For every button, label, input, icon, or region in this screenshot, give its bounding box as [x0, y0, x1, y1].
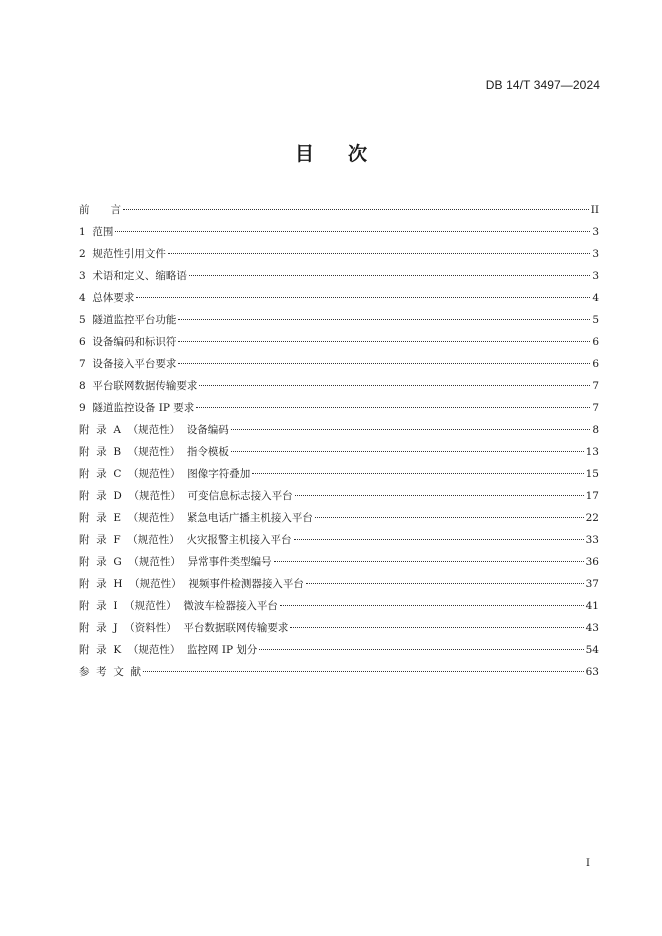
toc-entry-page: 3 — [592, 226, 599, 238]
dot-leader — [189, 275, 590, 276]
dot-leader — [252, 473, 583, 474]
dot-leader — [295, 495, 584, 496]
toc-list — [79, 199, 599, 683]
toc-entry-page: 8 — [592, 424, 599, 436]
toc-entry-page: 7 — [592, 402, 599, 414]
toc-title — [0, 139, 662, 166]
dot-leader — [199, 385, 590, 386]
toc-entry-label: 1 范围 — [79, 226, 114, 238]
toc-entry-label: 附 录 F （规范性） 火灾报警主机接入平台 — [79, 534, 292, 546]
toc-entry-label: 附 录 B （规范性） 指令模板 — [79, 446, 229, 458]
toc-entry-page: 43 — [585, 622, 599, 634]
toc-title-left: 目 — [294, 143, 314, 165]
toc-entry-label: 附 录 G （规范性） 异常事件类型编号 — [79, 556, 272, 568]
dot-leader — [274, 561, 584, 562]
toc-entry-page: 3 — [592, 270, 599, 282]
toc-entry-page: 33 — [585, 534, 599, 546]
toc-entry-label: 6 设备编码和标识符 — [79, 336, 177, 348]
toc-entry-appendix-f[interactable] — [79, 529, 599, 551]
dot-leader — [294, 539, 584, 540]
dot-leader — [178, 319, 590, 320]
document-code: DB 14/T 3497—2024 — [485, 78, 600, 92]
dot-leader — [231, 451, 584, 452]
toc-entry-page: 36 — [585, 556, 599, 568]
toc-entry-page: 3 — [592, 248, 599, 260]
toc-entry-page: 63 — [585, 666, 599, 678]
toc-entry-page: II — [590, 204, 599, 216]
toc-entry-appendix-j[interactable] — [79, 617, 599, 639]
toc-entry-label: 参 考 文 献 — [79, 666, 142, 678]
dot-leader — [231, 429, 591, 430]
toc-entry-page: 22 — [585, 512, 599, 524]
toc-entry-label: 附 录 A （规范性） 设备编码 — [79, 424, 229, 436]
toc-entry-appendix-a[interactable] — [79, 419, 599, 441]
toc-entry-appendix-e[interactable] — [79, 507, 599, 529]
toc-entry-label: 附 录 D （规范性） 可变信息标志接入平台 — [79, 490, 293, 502]
toc-entry-7[interactable] — [79, 353, 599, 375]
toc-entry-label: 附 录 H （规范性） 视频事件检测器接入平台 — [79, 578, 304, 590]
toc-entry-page: 13 — [585, 446, 599, 458]
dot-leader — [306, 583, 584, 584]
toc-entry-label: 附 录 J （资料性） 平台数据联网传输要求 — [79, 622, 289, 634]
toc-entry-label: 8 平台联网数据传输要求 — [79, 380, 198, 392]
toc-entry-label: 3 术语和定义、缩略语 — [79, 270, 187, 282]
dot-leader — [178, 341, 590, 342]
toc-entry-5[interactable] — [79, 309, 599, 331]
toc-entry-6[interactable] — [79, 331, 599, 353]
toc-entry-page: 17 — [585, 490, 599, 502]
toc-entry-appendix-d[interactable] — [79, 485, 599, 507]
toc-entry-page: 6 — [592, 358, 599, 370]
toc-entry-appendix-c[interactable] — [79, 463, 599, 485]
toc-entry-9[interactable] — [79, 397, 599, 419]
toc-entry-appendix-b[interactable] — [79, 441, 599, 463]
dot-leader — [168, 253, 590, 254]
toc-entry-label: 9 隧道监控设备 IP 要求 — [79, 402, 195, 414]
toc-entry-appendix-i[interactable] — [79, 595, 599, 617]
dot-leader — [196, 407, 590, 408]
toc-entry-label: 附 录 E （规范性） 紧急电话广播主机接入平台 — [79, 512, 313, 524]
toc-entry-2[interactable] — [79, 243, 599, 265]
dot-leader — [136, 297, 590, 298]
toc-entry-page: 6 — [592, 336, 599, 348]
toc-entry-label: 2 规范性引用文件 — [79, 248, 166, 260]
dot-leader — [115, 231, 590, 232]
toc-entry-label: 5 隧道监控平台功能 — [79, 314, 177, 326]
dot-leader — [178, 363, 590, 364]
toc-entry-page: 15 — [585, 468, 599, 480]
toc-title-right: 次 — [348, 143, 368, 165]
toc-entry-page: 41 — [585, 600, 599, 612]
toc-entry-appendix-k[interactable] — [79, 639, 599, 661]
toc-entry-foreword[interactable] — [79, 199, 599, 221]
toc-entry-page: 4 — [592, 292, 599, 304]
toc-entry-1[interactable] — [79, 221, 599, 243]
toc-entry-label: 7 设备接入平台要求 — [79, 358, 177, 370]
toc-entry-label: 前 言 — [79, 204, 121, 216]
toc-entry-label: 附 录 C （规范性） 图像字符叠加 — [79, 468, 251, 480]
page-number: I — [586, 858, 590, 869]
toc-entry-appendix-h[interactable] — [79, 573, 599, 595]
toc-entry-page: 7 — [592, 380, 599, 392]
toc-entry-page: 54 — [585, 644, 599, 656]
dot-leader — [315, 517, 584, 518]
toc-entry-references[interactable] — [79, 661, 599, 683]
dot-leader — [143, 671, 584, 672]
toc-entry-4[interactable] — [79, 287, 599, 309]
toc-entry-page: 5 — [592, 314, 599, 326]
dot-leader — [123, 209, 589, 210]
toc-entry-page: 37 — [585, 578, 599, 590]
dot-leader — [259, 649, 583, 650]
dot-leader — [290, 627, 583, 628]
toc-entry-label: 附 录 I （规范性） 微波车检器接入平台 — [79, 600, 278, 612]
toc-entry-3[interactable] — [79, 265, 599, 287]
toc-entry-label: 附 录 K （规范性） 监控网 IP 划分 — [79, 644, 258, 656]
toc-entry-8[interactable] — [79, 375, 599, 397]
dot-leader — [280, 605, 584, 606]
toc-entry-label: 4 总体要求 — [79, 292, 135, 304]
toc-entry-appendix-g[interactable] — [79, 551, 599, 573]
